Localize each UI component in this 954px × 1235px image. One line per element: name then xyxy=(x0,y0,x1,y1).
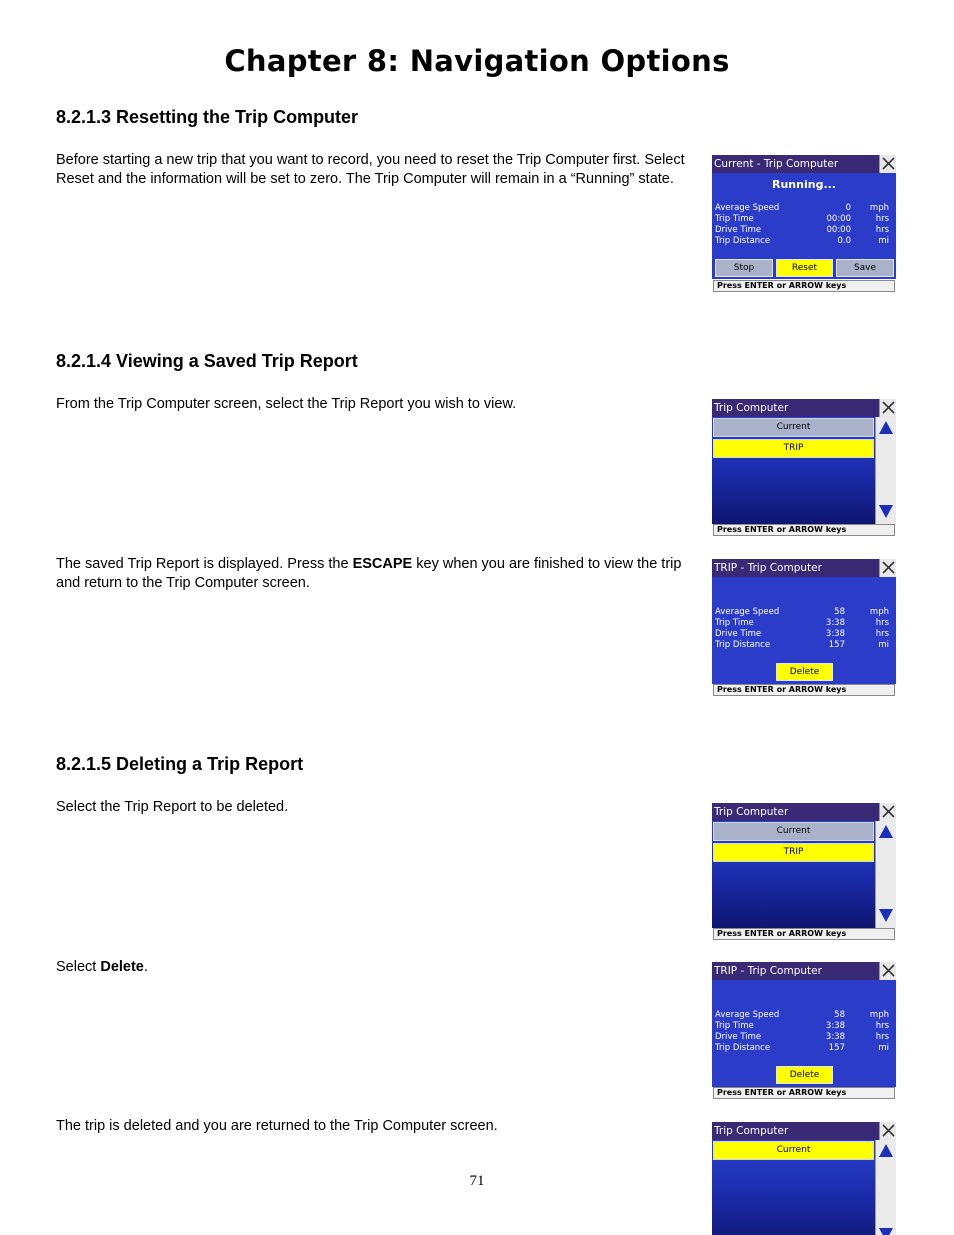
screen-title: TRIP - Trip Computer xyxy=(714,562,822,574)
stat-row-trip-distance xyxy=(715,236,891,247)
stat-unit: mph xyxy=(869,607,889,617)
text-run: key when you are finished to view the trip and return to the Trip Computer screen. xyxy=(56,556,682,591)
scroll-down-arrow-icon[interactable] xyxy=(878,908,894,923)
stat-unit: hrs xyxy=(875,1032,889,1042)
stat-unit: mi xyxy=(878,640,889,650)
screen-titlebar xyxy=(712,559,896,577)
stat-row-average-speed xyxy=(715,203,891,214)
paragraph-reset: Before starting a new trip that you want to record, you need to reset the Trip Computer first. Select Reset and the information will be set to zero. The Trip Computer will remain in a “Running” state. xyxy=(56,152,685,187)
scroll-down-arrow-icon[interactable] xyxy=(878,504,894,519)
stat-row-average-speed xyxy=(715,607,891,618)
text-run: Select xyxy=(56,959,101,975)
stat-row-trip-distance xyxy=(715,640,891,651)
stat-unit: hrs xyxy=(875,618,889,628)
section-heading-viewing: 8.2.1.4 Viewing a Saved Trip Report xyxy=(56,351,358,371)
stat-row-drive-time xyxy=(715,629,891,640)
stat-value: 3:38 xyxy=(825,1032,845,1042)
screen-title: Trip Computer xyxy=(714,806,789,818)
stat-row-trip-time xyxy=(715,618,891,629)
keys-hint: Press ENTER or ARROW keys xyxy=(713,684,895,696)
screen-trip-report xyxy=(712,962,896,1100)
keys-hint: Press ENTER or ARROW keys xyxy=(713,280,895,292)
stat-value: 00:00 xyxy=(826,214,851,224)
stat-unit: mph xyxy=(869,203,889,213)
close-button[interactable] xyxy=(879,399,896,417)
stat-label: Drive Time xyxy=(715,225,762,235)
screen-titlebar xyxy=(712,1122,896,1140)
scroll-down-arrow-icon[interactable] xyxy=(878,1227,894,1235)
close-button[interactable] xyxy=(879,962,896,980)
page-number: 71 xyxy=(469,1173,485,1189)
close-button[interactable] xyxy=(879,559,896,577)
screen-titlebar xyxy=(712,803,896,821)
screen-body xyxy=(712,577,896,684)
list-item-trip[interactable]: TRIP xyxy=(713,843,874,862)
stat-label: Average Speed xyxy=(715,203,780,213)
stat-value: 00:00 xyxy=(826,225,851,235)
scroll-up-arrow-icon[interactable] xyxy=(878,420,894,435)
stat-unit: mph xyxy=(869,1010,889,1020)
list-item-trip[interactable]: TRIP xyxy=(713,439,874,458)
stat-value: 157 xyxy=(828,640,845,650)
close-button[interactable] xyxy=(879,1122,896,1140)
screen-body xyxy=(712,980,896,1087)
screen-current-trip-computer xyxy=(712,155,896,293)
paragraph-view-select: From the Trip Computer screen, select the Trip Report you wish to view. xyxy=(56,396,517,412)
stat-value: 58 xyxy=(834,607,845,617)
screen-titlebar xyxy=(712,155,896,173)
stat-row-drive-time xyxy=(715,1032,891,1043)
section-heading-resetting: 8.2.1.3 Resetting the Trip Computer xyxy=(56,107,359,127)
scrollbar[interactable] xyxy=(875,821,896,928)
stat-row-trip-distance xyxy=(715,1043,891,1054)
stat-unit: mi xyxy=(878,236,889,246)
stat-label: Trip Distance xyxy=(715,236,771,246)
close-x-icon xyxy=(882,964,895,977)
stat-row-trip-time xyxy=(715,1021,891,1032)
close-x-icon xyxy=(882,805,895,818)
screen-trip-computer-list xyxy=(712,399,896,537)
keys-hint: Press ENTER or ARROW keys xyxy=(713,928,895,940)
list-item-current[interactable]: Current xyxy=(713,418,874,437)
stat-value: 3:38 xyxy=(825,629,845,639)
save-button[interactable]: Save xyxy=(836,259,894,277)
escape-key-text: ESCAPE xyxy=(352,556,413,572)
scroll-up-arrow-icon[interactable] xyxy=(878,1143,894,1158)
stat-unit: hrs xyxy=(875,225,889,235)
chapter-title: Chapter 8: Navigation Options xyxy=(224,44,730,78)
keys-hint: Press ENTER or ARROW keys xyxy=(713,524,895,536)
stat-label: Average Speed xyxy=(715,1010,780,1020)
delete-button[interactable]: Delete xyxy=(776,663,833,681)
stat-label: Drive Time xyxy=(715,629,762,639)
button-bar xyxy=(712,257,896,279)
stat-unit: hrs xyxy=(875,1021,889,1031)
close-x-icon xyxy=(882,157,895,170)
stat-unit: mi xyxy=(878,1043,889,1053)
stat-label: Average Speed xyxy=(715,607,780,617)
paragraph-delete-choose xyxy=(56,958,688,977)
scroll-up-arrow-icon[interactable] xyxy=(878,824,894,839)
text-run: The saved Trip Report is displayed. Press the xyxy=(56,556,353,572)
list-item-current[interactable]: Current xyxy=(713,1141,874,1160)
close-x-icon xyxy=(882,401,895,414)
stat-value: 157 xyxy=(828,1043,845,1053)
stat-value: 3:38 xyxy=(825,1021,845,1031)
stat-unit: hrs xyxy=(875,214,889,224)
screen-trip-computer-list xyxy=(712,803,896,941)
text-run: . xyxy=(143,959,148,975)
stat-row-drive-time xyxy=(715,225,891,236)
stat-value: 3:38 xyxy=(825,618,845,628)
delete-button[interactable]: Delete xyxy=(776,1066,833,1084)
stat-row-trip-time xyxy=(715,214,891,225)
screen-title: TRIP - Trip Computer xyxy=(714,965,822,977)
stat-value: 0 xyxy=(845,203,851,213)
stat-value: 58 xyxy=(834,1010,845,1020)
stat-label: Drive Time xyxy=(715,1032,762,1042)
screen-trip-report xyxy=(712,559,896,697)
close-button[interactable] xyxy=(879,803,896,821)
stat-label: Trip Distance xyxy=(715,640,771,650)
running-status: Running... xyxy=(772,178,836,191)
keys-hint: Press ENTER or ARROW keys xyxy=(713,1087,895,1099)
paragraph-delete-done: The trip is deleted and you are returned to the Trip Computer screen. xyxy=(56,1118,498,1134)
delete-text: Delete xyxy=(100,959,144,975)
stat-row-average-speed xyxy=(715,1010,891,1021)
screen-title: Current - Trip Computer xyxy=(714,158,839,170)
scrollbar[interactable] xyxy=(875,417,896,524)
stat-label: Trip Distance xyxy=(715,1043,771,1053)
list-item-current[interactable]: Current xyxy=(713,822,874,841)
close-x-icon xyxy=(882,1124,895,1137)
stat-label: Trip Time xyxy=(715,618,754,628)
close-x-icon xyxy=(882,561,895,574)
screen-title: Trip Computer xyxy=(714,1125,789,1137)
paragraph-view-saved xyxy=(56,555,688,593)
stat-label: Trip Time xyxy=(715,214,754,224)
paragraph-delete-select: Select the Trip Report to be deleted. xyxy=(56,799,289,815)
close-button[interactable] xyxy=(879,155,896,173)
stop-button[interactable]: Stop xyxy=(715,259,773,277)
screen-titlebar xyxy=(712,399,896,417)
screen-body xyxy=(712,417,896,524)
stat-label: Trip Time xyxy=(715,1021,754,1031)
stat-unit: hrs xyxy=(875,629,889,639)
screen-title: Trip Computer xyxy=(714,402,789,414)
screen-titlebar xyxy=(712,962,896,980)
stat-value: 0.0 xyxy=(837,236,851,246)
section-heading-deleting: 8.2.1.5 Deleting a Trip Report xyxy=(56,754,304,774)
reset-button[interactable]: Reset xyxy=(776,259,833,277)
screen-body xyxy=(712,821,896,928)
